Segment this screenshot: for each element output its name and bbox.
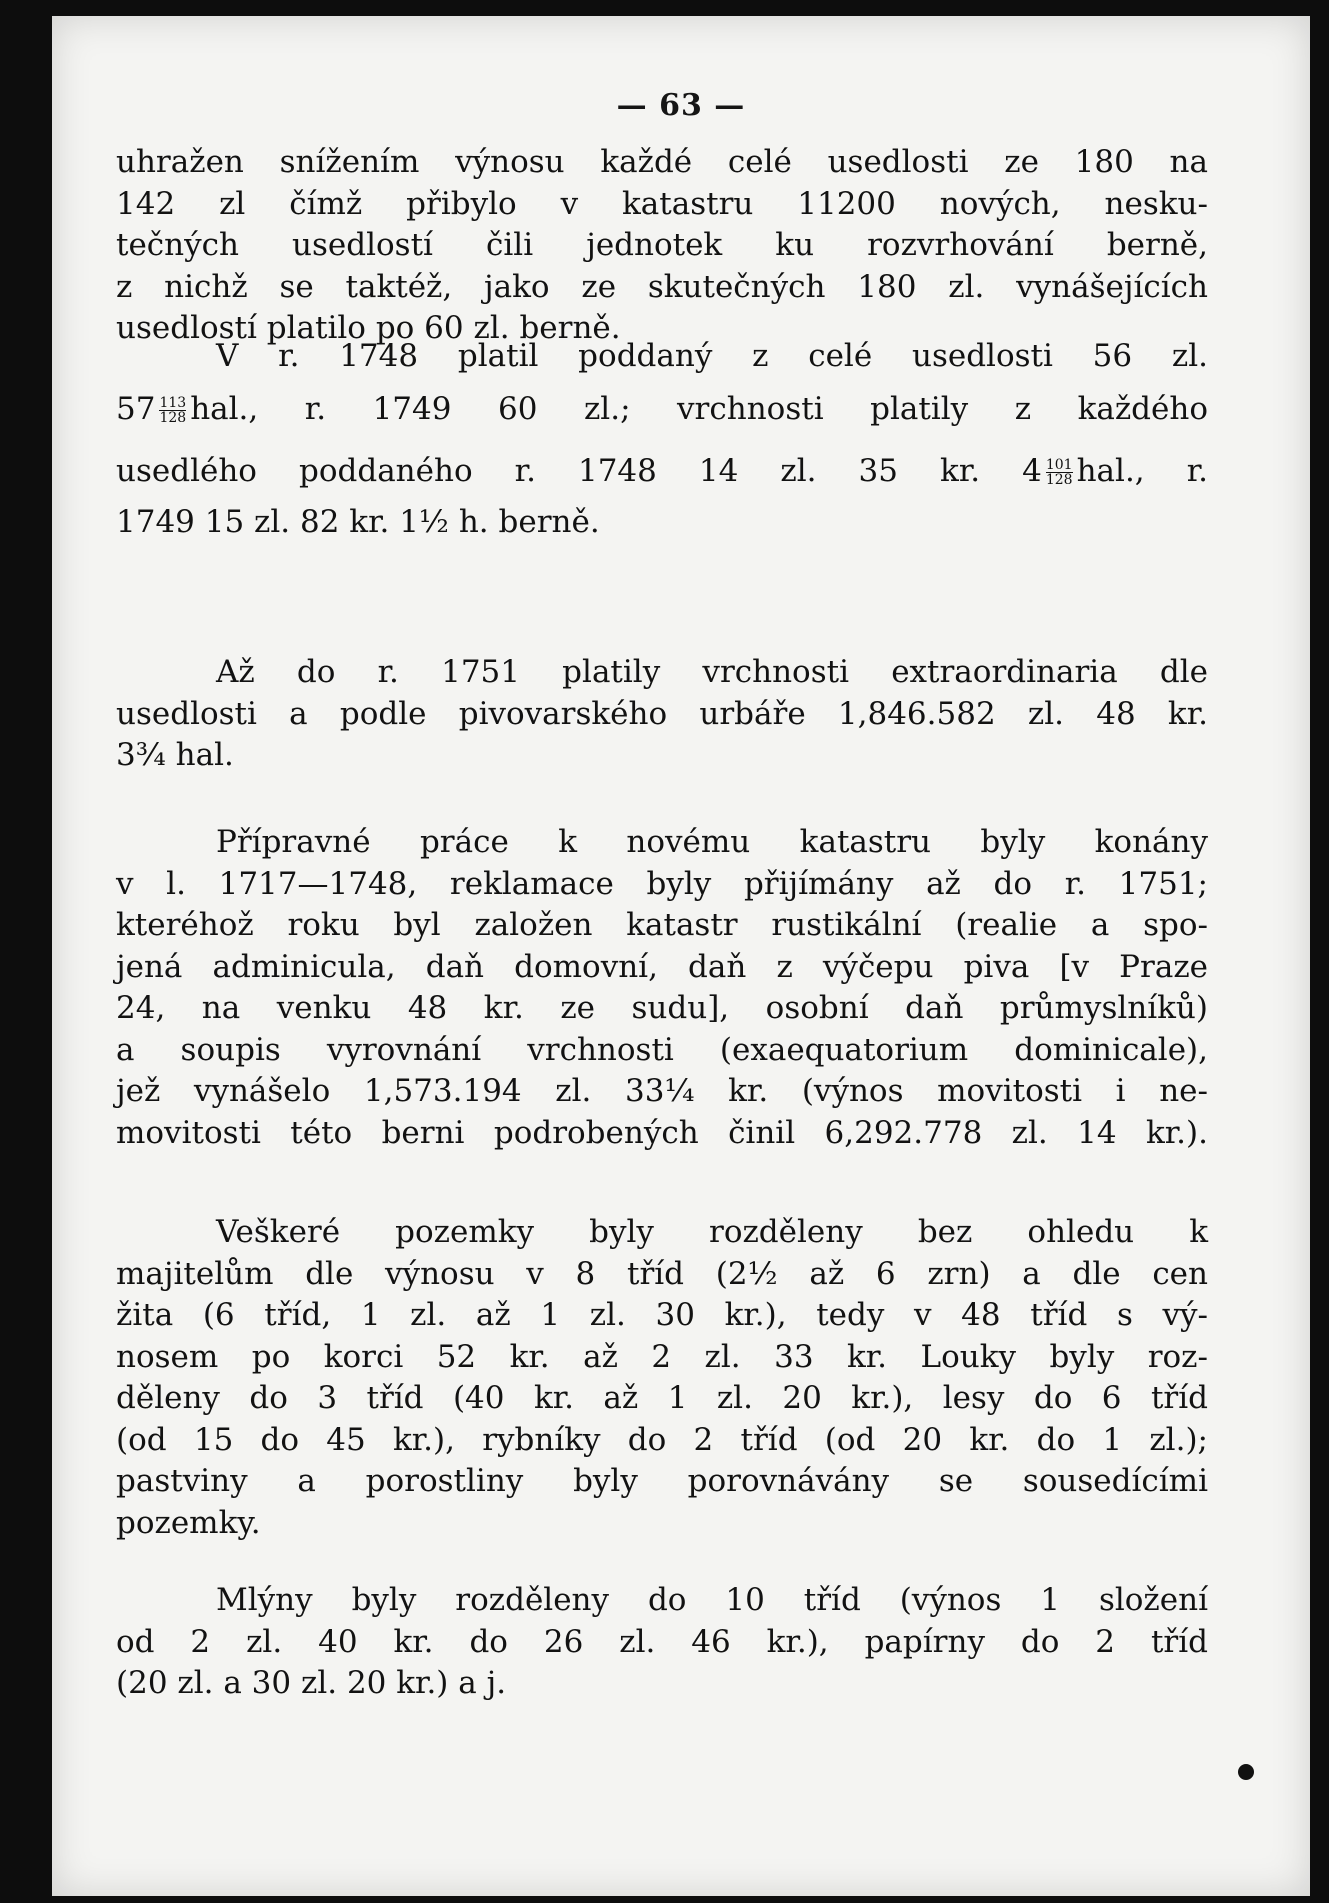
text-line [116,440,1208,502]
paragraph-4 [116,822,1208,1154]
text-line: pozemky. [116,1504,261,1541]
text-line: nosem po korci 52 kr. až 2 zl. 33 kr. Louky byly roz- [116,1338,1208,1375]
book-page [52,16,1310,1896]
text-line: pastviny a porostliny byly porovnávány se sousedícími [116,1463,1208,1499]
paragraph-1 [116,142,1208,350]
text-line: movitosti této berni podrobených činil 6,292.778 zl. 14 kr.). [116,1114,1208,1151]
text-line: uhražen snížením výnosu každé celé usedlosti ze 180 na [116,144,1208,180]
text-line: 3¾ hal. [116,737,234,773]
fraction-denominator: 128 [1045,471,1073,488]
line-text: hal., r. [1076,452,1208,489]
text-line: žita (6 tříd, 1 zl. až 1 zl. 30 kr.), tedy v 48 tříd s vý- [116,1297,1208,1333]
text-line [116,378,1208,440]
text-line: v l. 1717—1748, reklamace byly přijímány až do r. 1751; [116,865,1208,902]
text-line: 1749 15 zl. 82 kr. 1½ h. berně. [116,503,600,540]
text-line: usedlostí platilo po 60 zl. berně. [116,310,621,346]
text-line: z nichž se taktéž, jako ze skutečných 180 zl. vynášejících [116,268,1208,305]
text-line: (od 15 do 45 kr.), rybníky do 2 tříd (od 20 kr. do 1 zl.); [116,1421,1208,1458]
text-line: tečných usedlostí čili jednotek ku rozvrhování berně, [116,227,1208,263]
paragraph-2 [116,336,1208,543]
paragraph-5 [116,1212,1208,1544]
paragraph-6 [116,1580,1208,1705]
fraction-denominator: 128 [159,409,187,426]
page-number: — 63 — [616,88,746,123]
text-line: majitelům dle výnosu v 8 tříd (2½ až 6 zrn) a dle cen [116,1255,1208,1292]
text-line: jená adminicula, daň domovní, daň z výčepu piva [v Praze [116,948,1208,985]
text-line: Až do r. 1751 platily vrchnosti extraordinaria dle [216,654,1208,690]
text-line: Přípravné práce k novému katastru byly konány [216,824,1208,860]
ink-blot [1238,1764,1254,1780]
text-line: jež vynášelo 1,573.194 zl. 33¼ kr. (výnos movitosti i ne- [116,1073,1208,1109]
fraction [159,396,186,425]
line-text: hal., r. 1749 60 zl.; vrchnosti platily z každého [190,390,1208,427]
text-line: V r. 1748 platil poddaný z celé usedlosti 56 zl. [216,338,1208,374]
fraction-numerator: 101 [1045,456,1073,473]
line-text: 57 [116,390,156,427]
line-text: usedlého poddaného r. 1748 14 zl. 35 kr. 4 [116,452,1042,489]
text-line: 24, na venku 48 kr. ze sudu], osobní daň průmyslníků) [116,990,1208,1026]
text-line: kteréhož roku byl založen katastr rustikální (realie a spo- [116,907,1208,943]
text-line: Veškeré pozemky byly rozděleny bez ohledu k [216,1214,1208,1250]
text-line: 142 zl čímž přibylo v katastru 11200 nových, nesku- [116,185,1208,222]
text-line: a soupis vyrovnání vrchnosti (exaequatorium dominicale), [116,1031,1208,1068]
fraction-numerator: 113 [159,394,187,411]
text-line: Mlýny byly rozděleny do 10 tříd (výnos 1 složení [216,1582,1208,1618]
text-line: (20 zl. a 30 zl. 20 kr.) a j. [116,1665,507,1701]
fraction [1046,458,1073,487]
text-line: děleny do 3 tříd (40 kr. až 1 zl. 20 kr.), lesy do 6 tříd [116,1380,1208,1416]
paragraph-3 [116,652,1208,777]
text-line: od 2 zl. 40 kr. do 26 zl. 46 kr.), papírny do 2 tříd [116,1623,1208,1660]
text-line: usedlosti a podle pivovarského urbáře 1,846.582 zl. 48 kr. [116,695,1208,732]
